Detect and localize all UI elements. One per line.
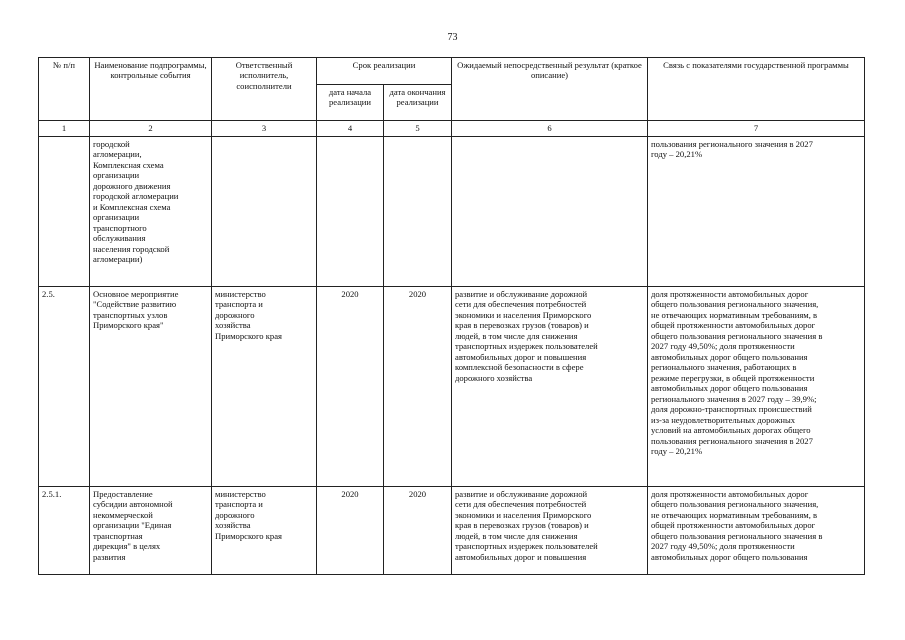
- row-name: Основное мероприятие "Содействие развитию транспортных узлов Приморского края": [90, 287, 212, 487]
- column-number: 4: [317, 121, 384, 137]
- header-start: дата начала реализации: [317, 85, 384, 121]
- column-number: 3: [212, 121, 317, 137]
- header-name: Наименование подпрограммы, контрольные события: [90, 58, 212, 121]
- row-start: [317, 137, 384, 287]
- header-end: дата окончания реализации: [384, 85, 452, 121]
- row-result: развитие и обслуживание дорожной сети для обеспечения потребностей экономики и населения Приморского края в перевозках грузов (товаров) и людей, в том числе для снижения транспортных издержек пользователей автомобильных дорог и повышения комплексной безопасности в сфере дорожного хозяйства: [452, 287, 648, 487]
- row-name: городской агломерации, Комплексная схема организации дорожного движения городской агломерации и Комплексная схема организации транспортного обслуживания населения городской агломерации): [90, 137, 212, 287]
- row-end: 2020: [384, 487, 452, 575]
- row-num: 2.5.1.: [39, 487, 90, 575]
- header-executor: Ответственный исполнитель, соисполнители: [212, 58, 317, 121]
- row-name: Предоставление субсидии автономной некоммерческой организации "Единая транспортная дирекция" в целях развития: [90, 487, 212, 575]
- column-number: 5: [384, 121, 452, 137]
- row-link: пользования регионального значения в 2027 году – 20,21%: [648, 137, 865, 287]
- table-row: [39, 287, 865, 487]
- row-num: 2.5.: [39, 287, 90, 487]
- table-row: [39, 487, 865, 575]
- program-table: [38, 57, 865, 575]
- row-end: [384, 137, 452, 287]
- column-numbers-row: [39, 121, 865, 137]
- row-result: [452, 137, 648, 287]
- row-executor: министерство транспорта и дорожного хозяйства Приморского края: [212, 287, 317, 487]
- header-num: № п/п: [39, 58, 90, 121]
- row-link: доля протяженности автомобильных дорог общего пользования регионального значения, не отвечающих нормативным требованиям, в общей протяженности автомобильных дорог общего пользования регионального значения в 2027 году 49,50%; доля протяженности автомобильных дорог общего пользования: [648, 487, 865, 575]
- header-link: Связь с показателями государственной программы: [648, 58, 865, 121]
- row-start: 2020: [317, 287, 384, 487]
- row-start: 2020: [317, 487, 384, 575]
- column-number: 6: [452, 121, 648, 137]
- row-end: 2020: [384, 287, 452, 487]
- column-number: 1: [39, 121, 90, 137]
- row-link: доля протяженности автомобильных дорог общего пользования регионального значения, не отвечающих нормативным требованиям, в общей протяженности автомобильных дорог общего пользования регионального значения в 2027 году 49,50%; доля протяженности автомобильных дорог общего пользования регионального значения, работающих в режиме перегрузки, в общей протяженности автомобильных дорог общего пользования регионального значения в 2027 году – 39,9%; доля дорожно-транспортных происшествий из-за неудовлетворительных дорожных условий на автомобильных дорогах общего пользования регионального значения в 2027 году – 20,21%: [648, 287, 865, 487]
- row-executor: министерство транспорта и дорожного хозяйства Приморского края: [212, 487, 317, 575]
- row-num: [39, 137, 90, 287]
- page-number: 73: [447, 32, 458, 43]
- header-result: Ожидаемый непосредственный результат (краткое описание): [452, 58, 648, 121]
- row-executor: [212, 137, 317, 287]
- row-result: развитие и обслуживание дорожной сети для обеспечения потребностей экономики и населения Приморского края в перевозках грузов (товаров) и людей, в том числе для снижения транспортных издержек пользователей автомобильных дорог и повышения: [452, 487, 648, 575]
- table-row: [39, 137, 865, 287]
- header-period: Срок реализации: [317, 58, 452, 85]
- column-number: 2: [90, 121, 212, 137]
- column-number: 7: [648, 121, 865, 137]
